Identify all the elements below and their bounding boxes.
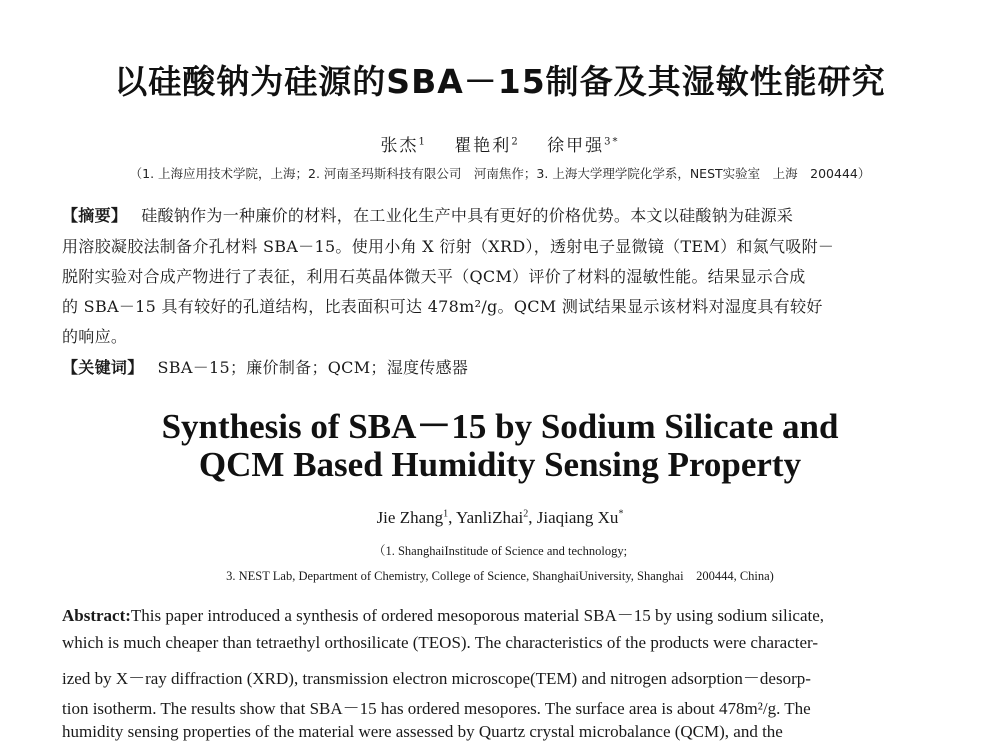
- english-author-3: Jiaqiang Xu*: [536, 508, 624, 527]
- english-title-line-2: QCM Based Humidity Sensing Property: [198, 445, 802, 484]
- chinese-abstract-line-1: 【摘要】 硅酸钠作为一种廉价的材料，在工业化生产中具有更好的价格优势。本文以硅酸钠为硅源采: [62, 206, 794, 225]
- english-author-1: Jie Zhang$^1$: [376, 508, 449, 527]
- english-affiliation-line-2: 3. NEST Lab, Department of Chemistry, College of Science, ShanghaiUniversity, Shanghai 200444, China): [226, 569, 774, 583]
- english-abstract-line-3: ized by X－ray diffraction (XRD), transmission electron microscope(TEM) and nitrogen adsorption－desorp-: [62, 669, 811, 688]
- english-author-2: YanliZhai$^2$: [456, 508, 529, 527]
- chinese-title: 以硅酸钠为硅源的SBA－15制备及其湿敏性能研究: [114, 62, 886, 101]
- english-title-line-1: Synthesis of SBA－15 by Sodium Silicate and: [161, 407, 839, 446]
- chinese-keywords-label: 【关键词】: [62, 358, 144, 377]
- english-abstract-line-1: Abstract:This paper introduced a synthesis of ordered mesoporous material SBA－15 by using sodium silicate,: [62, 606, 825, 625]
- english-affiliation-line-1: （1. ShanghaiInstitude of Science and technology;: [372, 544, 628, 558]
- english-authors: Jie Zhang$^1$, YanliZhai$^2$, Jiaqiang Xu*: [376, 508, 624, 527]
- chinese-author-2: 瞿艳利$^2$: [454, 136, 520, 156]
- english-abstract-line-2: which is much cheaper than tetraethyl orthosilicate (TEOS). The characteristics of the products were character-: [62, 633, 818, 652]
- chinese-abstract-line-5: 的响应。: [62, 327, 128, 346]
- chinese-author-3: 徐甲强$^{3*}$: [547, 136, 620, 156]
- chinese-abstract-label: 【摘要】: [62, 206, 128, 225]
- chinese-abstract-line-3: 脱附实验对合成产物进行了表征，利用石英晶体微天平（QCM）评价了材料的湿敏性能。结果显示合成: [62, 267, 806, 286]
- english-abstract-line-5: humidity sensing properties of the material were assessed by Quartz crystal microbalance (QCM), and the: [62, 722, 783, 741]
- chinese-affiliations: （1. 上海应用技术学院，上海；2. 河南圣玛斯科技有限公司 河南焦作；3. 上海大学理学院化学系，NEST实验室 上海 200444）: [129, 166, 871, 181]
- chinese-author-1: 张杰$^1$: [380, 136, 427, 156]
- chinese-authors: [0, 131, 1000, 156]
- english-abstract-line-4: tion isotherm. The results show that SBA－15 has ordered mesopores. The surface area is about 478m²/g. The: [62, 699, 811, 718]
- chinese-abstract-line-2: 用溶胶凝胶法制备介孔材料 SBA－15。使用小角 X 衍射（XRD），透射电子显微镜（TEM）和氮气吸附－: [62, 237, 835, 256]
- chinese-keywords: 【关键词】 SBA－15；廉价制备；QCM；湿度传感器: [62, 358, 469, 377]
- chinese-abstract-line-4: 的 SBA－15 具有较好的孔道结构，比表面积可达 478m²/g。QCM 测试结果显示该材料对湿度具有较好: [62, 297, 823, 316]
- english-abstract-label: Abstract:: [62, 606, 131, 625]
